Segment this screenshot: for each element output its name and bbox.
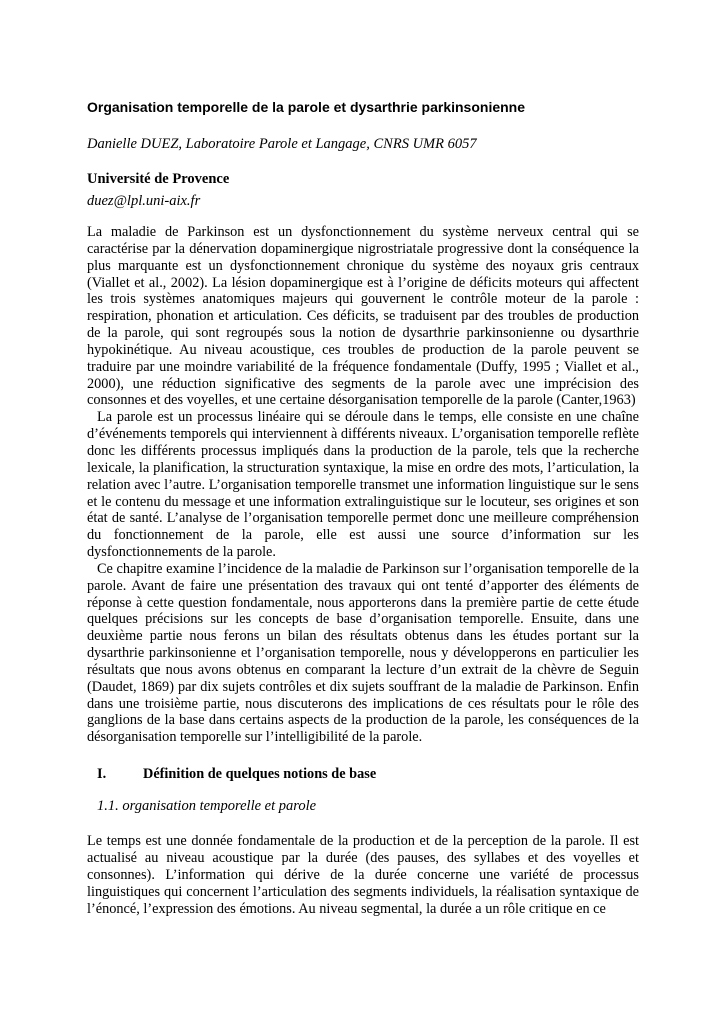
paragraph-intro: La maladie de Parkinson est un dysfonctionnement du système nerveux central qui se caractérise par la dénervation dopaminergique nigrostriatale progressive dont la conséquence la plus marquante est un dysfonctionnement chronique du système des noyaux gris centraux (Viallet et al., 2002). La lésion dopaminergique est à l’origine de déficits moteurs qui affectent les trois systèmes anatomiques majeurs qui gouvernent le contrôle moteur de la parole : respiration, phonation et articulation. Ces déficits, se traduisent par des troubles de production de la parole, qui sont regroupés sous la notion de dysarthrie parkinsonienne ou dysarthrie hypokinétique. Au niveau acoustique, ces troubles de production de la parole peuvent se traduire par une moindre variabilité de la fréquence fondamentale (Duffy, 1995 ; Viallet et al., 2000), une réduction significative des segments de la parole avec une imprécision des consonnes et des voyelles, et une certaine désorganisation temporelle de la parole (Canter,1963) xyxy=(87,224,639,409)
author-line: Danielle DUEZ, Laboratoire Parole et Langage, CNRS UMR 6057 xyxy=(87,136,477,152)
section-heading xyxy=(97,765,639,783)
paragraph-process: La parole est un processus linéaire qui se déroule dans le temps, elle consiste en une chaîne d’événements temporels qui interviennent à différents niveaux. L’organisation temporelle reflète donc les différents processus impliqués dans la production de la parole, tels que la recherche lexicale, la planification, la structuration syntaxique, la mise en ordre des mots, l’articulation, la relation avec l’autre. L’organisation temporelle transmet une information linguistique sur le sens et le contenu du message et une information extralinguistique sur le locuteur, ses origines et son état de santé. L’analyse de l’organisation temporelle permet donc une meilleure compréhension du fonctionnement de la parole, elle est aussi une source d’information sur les dysfonctionnements de la parole. xyxy=(87,409,639,561)
section-number: I. xyxy=(97,766,107,783)
author-email: duez@lpl.uni-aix.fr xyxy=(87,193,201,209)
paragraph-time: Le temps est une donnée fondamentale de la production et de la perception de la parole. Il est actualisé au niveau acoustique par la durée (des pauses, des syllabes et des voyelles et consonnes). L’information qui dérive de la durée concerne une variété de processus linguistiques qui concernent l’articulation des segments individuels, la réalisation syntaxique de l’énoncé, l’expression des émotions. Au niveau segmental, la durée a un rôle critique en ce xyxy=(87,833,639,917)
section-title: Définition de quelques notions de base xyxy=(143,766,377,783)
subsection-title: 1.1. organisation temporelle et parole xyxy=(97,798,317,815)
paragraph-chapter-plan: Ce chapitre examine l’incidence de la maladie de Parkinson sur l’organisation temporelle de la parole. Avant de faire une présentation des travaux qui ont tenté d’apporter des éléments de réponse à cette question fondamentale, nous apporterons dans la première partie de cette étude quelques précisions sur les concepts de base d’organisation temporelle. Ensuite, dans une deuxième partie nous ferons un bilan des résultats obtenus dans les études portant sur la dysarthrie parkinsonienne et l’organisation temporelle, nous y développerons en particulier les résultats que nous avons obtenus en comparant la lecture d’un extrait de la chèvre de Seguin (Daudet, 1869) par dix sujets contrôles et dix sujets souffrant de la maladie de Parkinson. Enfin dans une troisième partie, nous discuterons des implications de ces résultats pour le rôle des ganglions de la base dans certains aspects de la production de la parole, les conséquences de la désorganisation temporelle sur l’intelligibilité de la parole. xyxy=(87,560,639,746)
document-page xyxy=(87,98,639,917)
document-title: Organisation temporelle de la parole et dysarthrie parkinsonienne xyxy=(87,99,526,115)
university-name: Université de Provence xyxy=(87,171,230,187)
